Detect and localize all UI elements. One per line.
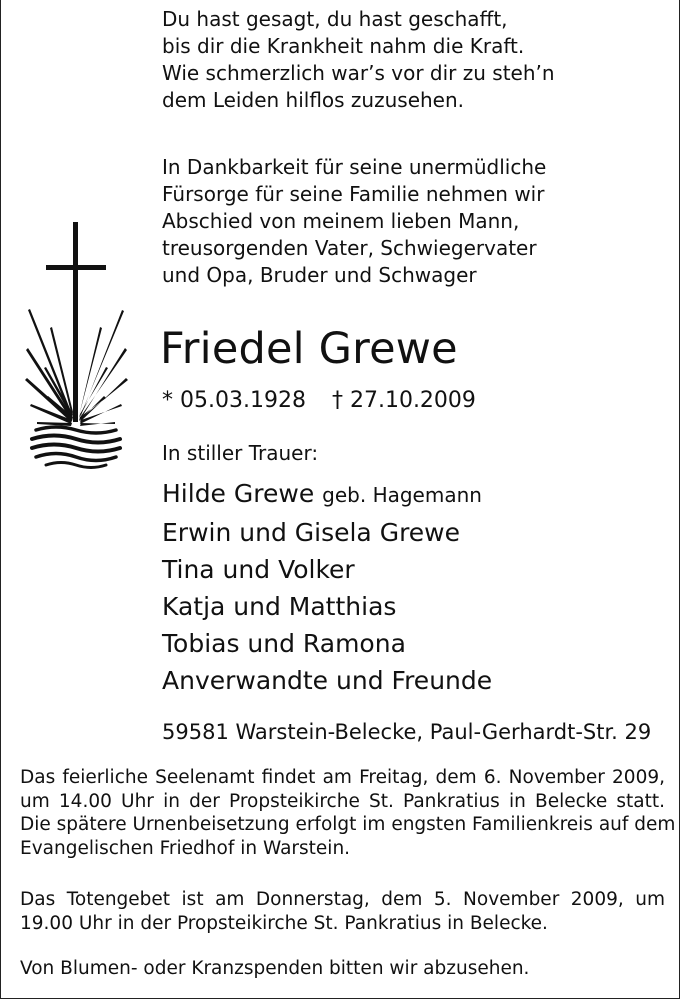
- poem-line: Wie schmerzlich war’s vor dir zu steh’n: [162, 61, 555, 85]
- poem-line: bis dir die Krankheit nahm die Kraft.: [162, 34, 525, 58]
- intro-line: Abschied von meinem lieben Mann,: [162, 209, 520, 233]
- prayer-paragraph: [20, 888, 665, 935]
- family-member: Erwin und Gisela Grewe: [162, 518, 461, 547]
- paragraph-line: Evangelischen Friedhof in Warstein.: [20, 837, 351, 859]
- paragraph-line: Von Blumen- oder Kranzspenden bitten wir abzusehen.: [20, 958, 530, 979]
- family-member: Anverwandte und Freunde: [162, 666, 493, 695]
- family-list: [162, 475, 492, 699]
- intro-text: [162, 154, 672, 289]
- poem-line: dem Leiden hilflos zuzusehen.: [162, 88, 465, 112]
- intro-line: und Opa, Bruder und Schwager: [162, 263, 477, 287]
- paragraph-line: Die spätere Urnenbeisetzung erfolgt im engsten Familienkreis auf dem: [20, 814, 676, 835]
- service-paragraph: [20, 766, 676, 860]
- paragraph-line: Das Totengebet ist am Donnerstag, dem 5. November 2009, um: [20, 889, 665, 910]
- poem: [162, 6, 672, 114]
- intro-line: Fürsorge für seine Familie nehmen wir: [162, 182, 545, 206]
- family-member-note: geb. Hagemann: [322, 483, 482, 507]
- birth-date: * 05.03.1928: [162, 388, 306, 413]
- family-member: Katja und Matthias: [162, 592, 397, 621]
- family-member-name: Hilde Grewe: [162, 479, 315, 508]
- intro-line: In Dankbarkeit für seine unermüdliche: [162, 155, 547, 179]
- flowers-paragraph: [20, 957, 665, 981]
- family-member: [162, 475, 492, 514]
- cross-sunrise-water-icon: [22, 218, 130, 474]
- deceased-name: Friedel Grewe: [160, 324, 458, 374]
- paragraph-line: um 14.00 Uhr in der Propsteikirche St. Pankratius in Belecke statt.: [20, 790, 665, 812]
- life-dates: [162, 386, 476, 416]
- family-member: Tobias und Ramona: [162, 629, 406, 658]
- paragraph-line: Das feierliche Seelenamt findet am Freitag, dem 6. November 2009,: [20, 767, 665, 788]
- address: 59581 Warstein-Belecke, Paul-Gerhardt-Str. 29: [162, 720, 652, 744]
- mourning-label: In stiller Trauer:: [162, 441, 319, 465]
- poem-line: Du hast gesagt, du hast geschafft,: [162, 7, 508, 31]
- intro-line: treusorgenden Vater, Schwiegervater: [162, 236, 537, 260]
- paragraph-line: 19.00 Uhr in der Propsteikirche St. Pankratius in Belecke.: [20, 912, 548, 934]
- death-date: † 27.10.2009: [331, 388, 476, 413]
- family-member: Tina und Volker: [162, 555, 355, 584]
